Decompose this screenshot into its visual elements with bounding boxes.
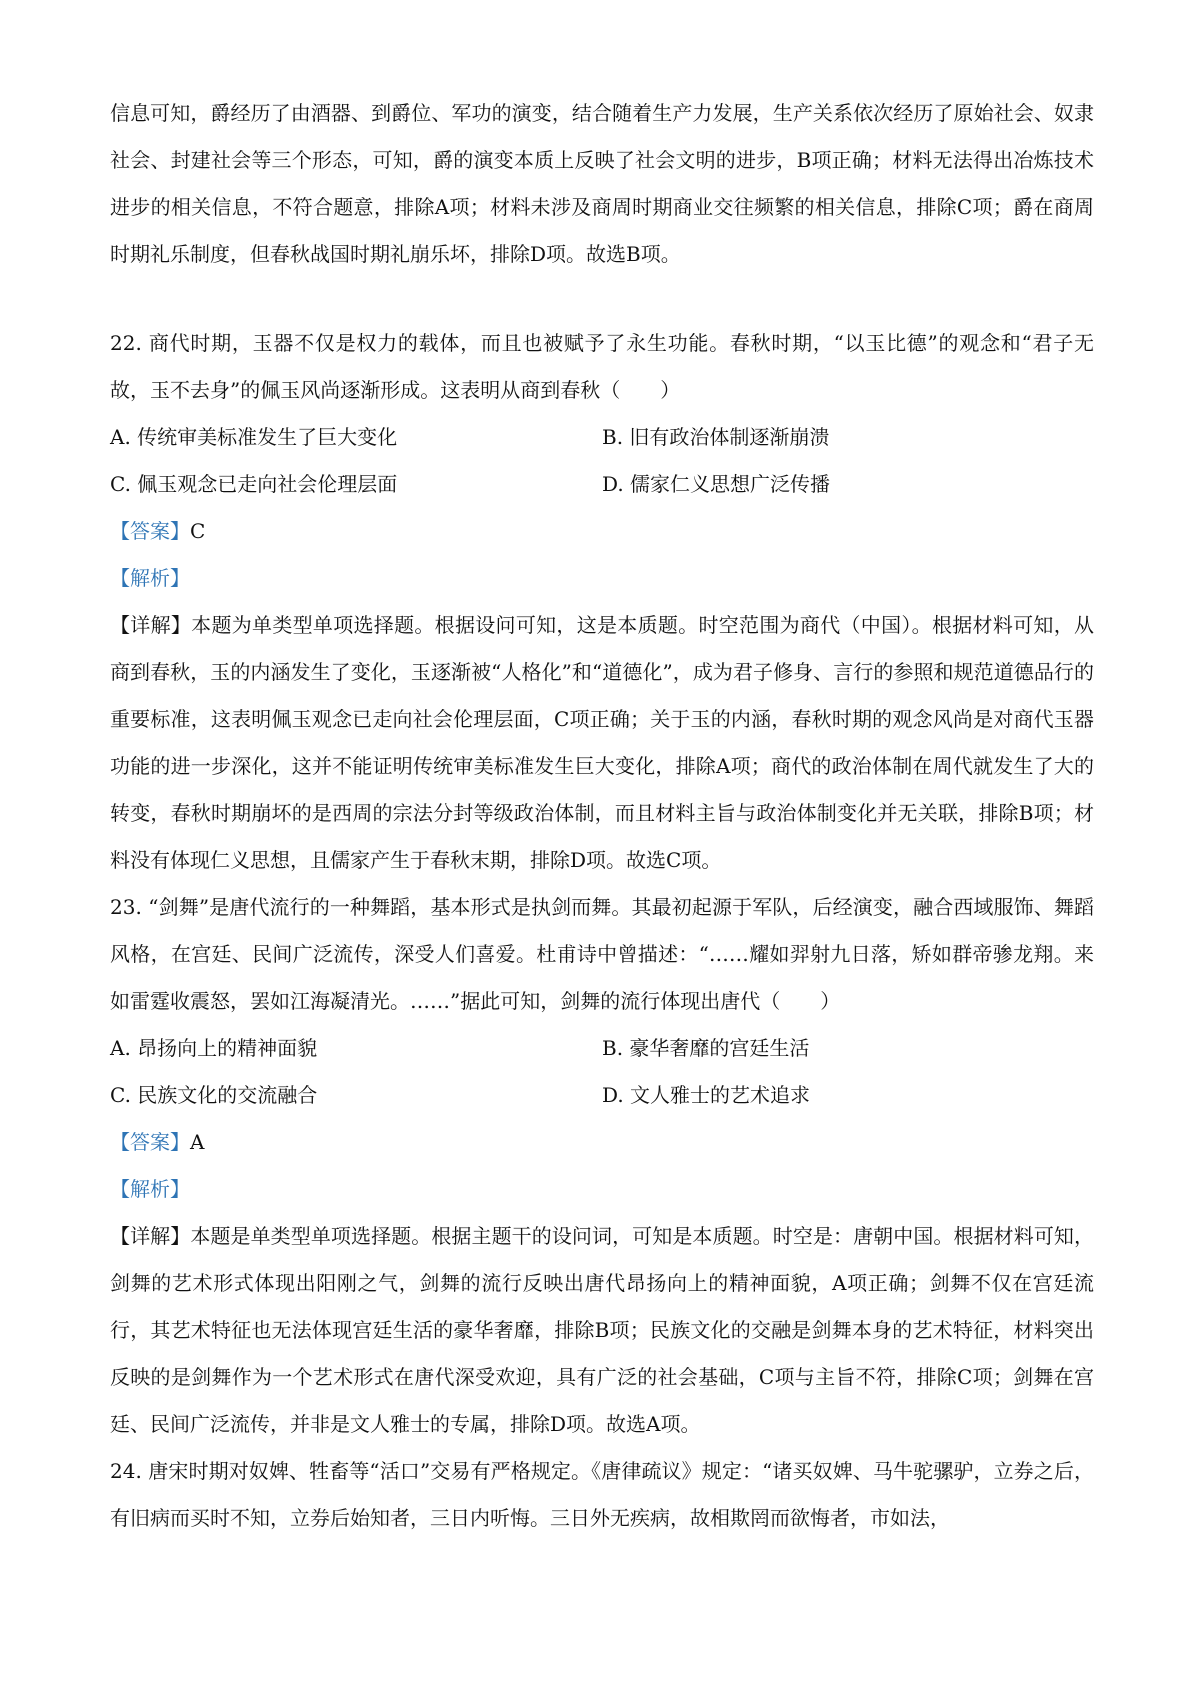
section-gap: [110, 278, 1094, 320]
analysis-line: [110, 555, 1094, 602]
intro-paragraph: 信息可知，爵经历了由酒器、到爵位、军功的演变，结合随着生产力发展，生产关系依次经历了原始社会、奴隶社会、封建社会等三个形态，可知，爵的演变本质上反映了社会文明的进步，B项正确；材料无法得出冶炼技术进步的相关信息，不符合题意，排除A项；材料未涉及商周时期商业交往频繁的相关信息，排除C项；爵在商周时期礼乐制度，但春秋战国时期礼崩乐坏，排除D项。故选B项。: [110, 101, 1094, 266]
option-list: [110, 1025, 1094, 1119]
option-a: A. 传统审美标准发生了巨大变化: [110, 425, 398, 449]
question-23: [110, 884, 1094, 1448]
question-stem: 22. 商代时期，玉器不仅是权力的载体，而且也被赋予了永生功能。春秋时期，“以玉比德”的观念和“君子无故，玉不去身”的佩玉风尚逐渐形成。这表明从商到春秋（ ）: [110, 331, 1094, 402]
question-stem: 23. “剑舞”是唐代流行的一种舞蹈，基本形式是执剑而舞。其最初起源于军队，后经演变，融合西域服饰、舞蹈风格，在宫廷、民间广泛流传，深受人们喜爱。杜甫诗中曾描述：“……耀如羿射九日落，矫如群帝骖龙翔。来如雷霆收震怒，罢如江海凝清光。……”据此可知，剑舞的流行体现出唐代（ ）: [110, 895, 1094, 1013]
document-content: [110, 90, 1094, 1542]
answer-value: A: [190, 1130, 205, 1154]
option-c: C. 佩玉观念已走向社会伦理层面: [110, 472, 398, 496]
question-24: [110, 1448, 1094, 1542]
detail-paragraph: 【详解】本题为单类型单项选择题。根据设问可知，这是本质题。时空范围为商代（中国）。根据材料可知，从商到春秋，玉的内涵发生了变化，玉逐渐被“人格化”和“道德化”，成为君子修身、言行的参照和规范道德品行的重要标准，这表明佩玉观念已走向社会伦理层面，C项正确；关于玉的内涵，春秋时期的观念风尚是对商代玉器功能的进一步深化，这并不能证明传统审美标准发生巨大变化，排除A项；商代的政治体制在周代就发生了大的转变，春秋时期崩坏的是西周的宗法分封等级政治体制，而且材料主旨与政治体制变化并无关联，排除B项；材料没有体现仁义思想，且儒家产生于春秋末期，排除D项。故选C项。: [110, 613, 1094, 872]
answer-line: [110, 1119, 1094, 1166]
question-stem: 24. 唐宋时期对奴婢、牲畜等“活口”交易有严格规定。《唐律疏议》规定：“诸买奴婢、马牛驼骡驴，立券之后，有旧病而买时不知，立券后始知者，三日内听悔。三日外无疾病，故相欺罔而欲悔者，市如法，: [110, 1459, 1094, 1530]
option-b: B. 豪华奢靡的宫廷生活: [602, 1036, 810, 1060]
analysis-tag: 【解析】: [110, 566, 190, 590]
detail-paragraph: 【详解】本题是单类型单项选择题。根据主题干的设问词，可知是本质题。时空是：唐朝中国。根据材料可知，剑舞的艺术形式体现出阳刚之气，剑舞的流行反映出唐代昂扬向上的精神面貌，A项正确；剑舞不仅在宫廷流行，其艺术特征也无法体现宫廷生活的豪华奢靡，排除B项；民族文化的交融是剑舞本身的艺术特征，材料突出反映的是剑舞作为一个艺术形式在唐代深受欢迎，具有广泛的社会基础，C项与主旨不符，排除C项；剑舞在宫廷、民间广泛流传，并非是文人雅士的专属，排除D项。故选A项。: [110, 1224, 1094, 1436]
answer-tag: 【答案】: [110, 1130, 190, 1154]
answer-value: C: [190, 519, 206, 543]
answer-tag: 【答案】: [110, 519, 190, 543]
option-a: A. 昂扬向上的精神面貌: [110, 1036, 318, 1060]
option-c: C. 民族文化的交流融合: [110, 1083, 318, 1107]
option-b: B. 旧有政治体制逐渐崩溃: [602, 425, 830, 449]
option-list: [110, 414, 1094, 508]
analysis-tag: 【解析】: [110, 1177, 190, 1201]
question-22: [110, 320, 1094, 884]
option-d: D. 儒家仁义思想广泛传播: [602, 472, 831, 496]
option-d: D. 文人雅士的艺术追求: [602, 1083, 811, 1107]
answer-line: [110, 508, 1094, 555]
analysis-line: [110, 1166, 1094, 1213]
